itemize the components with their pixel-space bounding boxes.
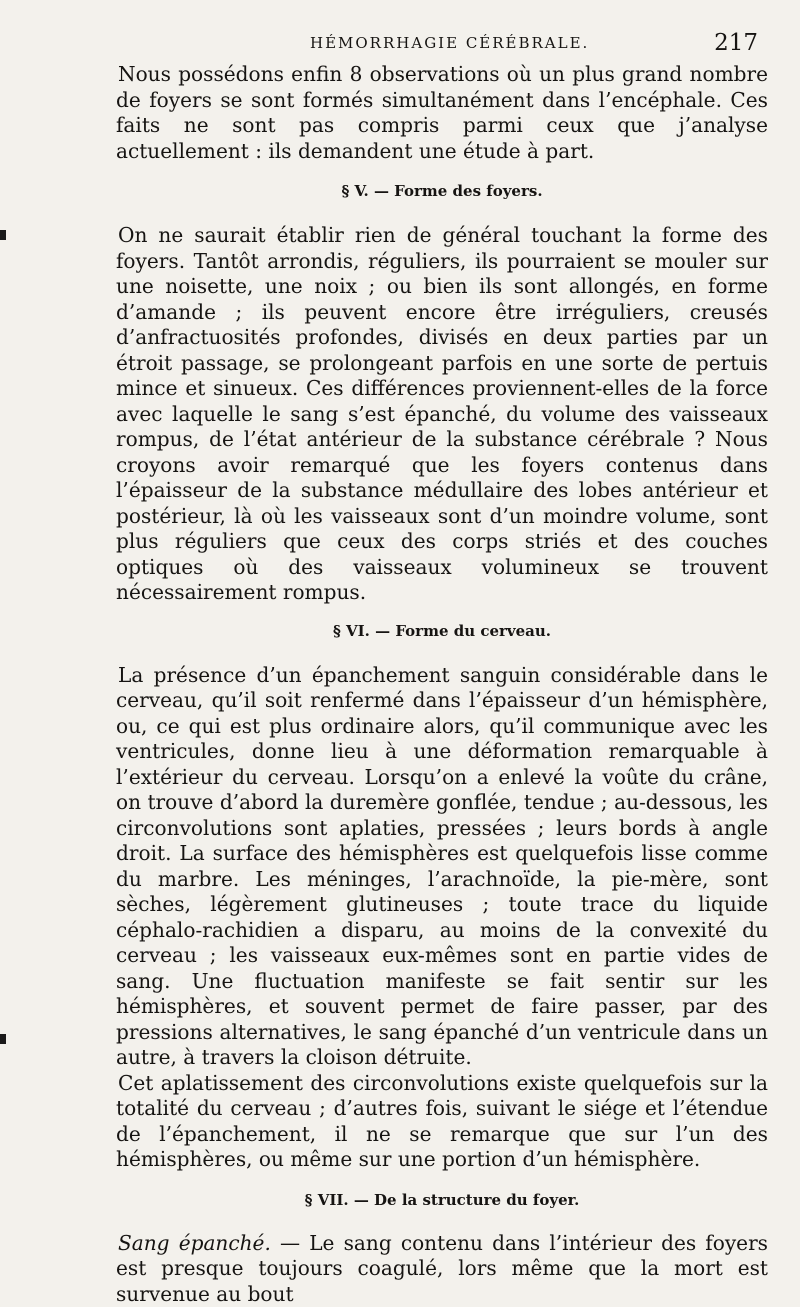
section-heading-vi: § VI. — Forme du cerveau. <box>116 616 768 646</box>
paragraph-sang-epanche <box>116 1231 768 1307</box>
page-number: 217 <box>714 30 758 56</box>
run-in-title: Sang épanché. <box>118 1231 271 1255</box>
paragraph-text: — Le sang contenu dans l’intérieur des foyers est presque toujours coagulé, lors même que la mort est survenue au bout <box>116 1231 768 1306</box>
section-heading-v: § V. — Forme des foyers. <box>116 176 768 206</box>
section-heading-vii: § VII. — De la structure du foyer. <box>116 1185 768 1215</box>
paragraph-forme-cerveau: La présence d’un épanchement sanguin considérable dans le cerveau, qu’il soit renfermé dans l’épaisseur d’un hémisphère, ou, ce qui est plus ordinaire alors, qu’il communique avec les ventricules, donne lieu à une déformation remarquable à l’extérieur du cerveau. Lorsqu’on a enlevé la voûte du crâne, on trouve d’abord la duremère gonflée, tendue ; au-dessous, les circonvolutions sont aplaties, pressées ; leurs bords à angle droit. La surface des hémisphères est quelquefois lisse comme du marbre. Les méninges, l’arachnoïde, la pie-mère, sont sèches, légèrement glutineuses ; toute trace du liquide céphalo-rachidien a disparu, au moins de la convexité du cerveau ; les vaisseaux eux-mêmes sont en partie vides de sang. Une fluctuation manifeste se fait sentir sur les hémisphères, et souvent permet de faire passer, par des pressions alternatives, le sang épanché d’un ventricule dans un autre, à travers la cloison détruite. <box>116 663 768 1071</box>
margin-mark <box>0 230 6 240</box>
running-title: HÉMORRHAGIE CÉRÉBRALE. <box>310 34 589 52</box>
paragraph-observations: Nous possédons enfin 8 observations où un plus grand nombre de foyers se sont formés simultanément dans l’encéphale. Ces faits ne sont pas compris parmi ceux que j’analyse actuellement : ils demandent une étude à part. <box>116 62 768 164</box>
running-head <box>0 30 800 60</box>
page-body <box>116 62 768 1307</box>
paragraph-aplatissement: Cet aplatissement des circonvolutions existe quelquefois sur la totalité du cerveau ; d’autres fois, suivant le siége et l’étendue de l’épanchement, il ne se remarque que sur l’un des hémisphères, ou même sur une portion d’un hémisphère. <box>116 1071 768 1173</box>
paragraph-forme-foyers: On ne saurait établir rien de général touchant la forme des foyers. Tantôt arrondis, réguliers, ils pourraient se mouler sur une noisette, une noix ; ou bien ils sont allongés, en forme d’amande ; ils peuvent encore être irréguliers, creusés d’anfractuosités profondes, divisés en deux parties par un étroit passage, se prolongeant parfois en une sorte de pertuis mince et sinueux. Ces différences proviennent-elles de la force avec laquelle le sang s’est épanché, du volume des vaisseaux rompus, de l’état antérieur de la substance cérébrale ? Nous croyons avoir remarqué que les foyers contenus dans l’épaisseur de la substance médullaire des lobes antérieur et postérieur, là où les vaisseaux sont d’un moindre volume, sont plus réguliers que ceux des corps striés et des couches optiques où des vaisseaux volumineux se trouvent nécessairement rompus. <box>116 223 768 606</box>
margin-mark <box>0 1034 6 1044</box>
